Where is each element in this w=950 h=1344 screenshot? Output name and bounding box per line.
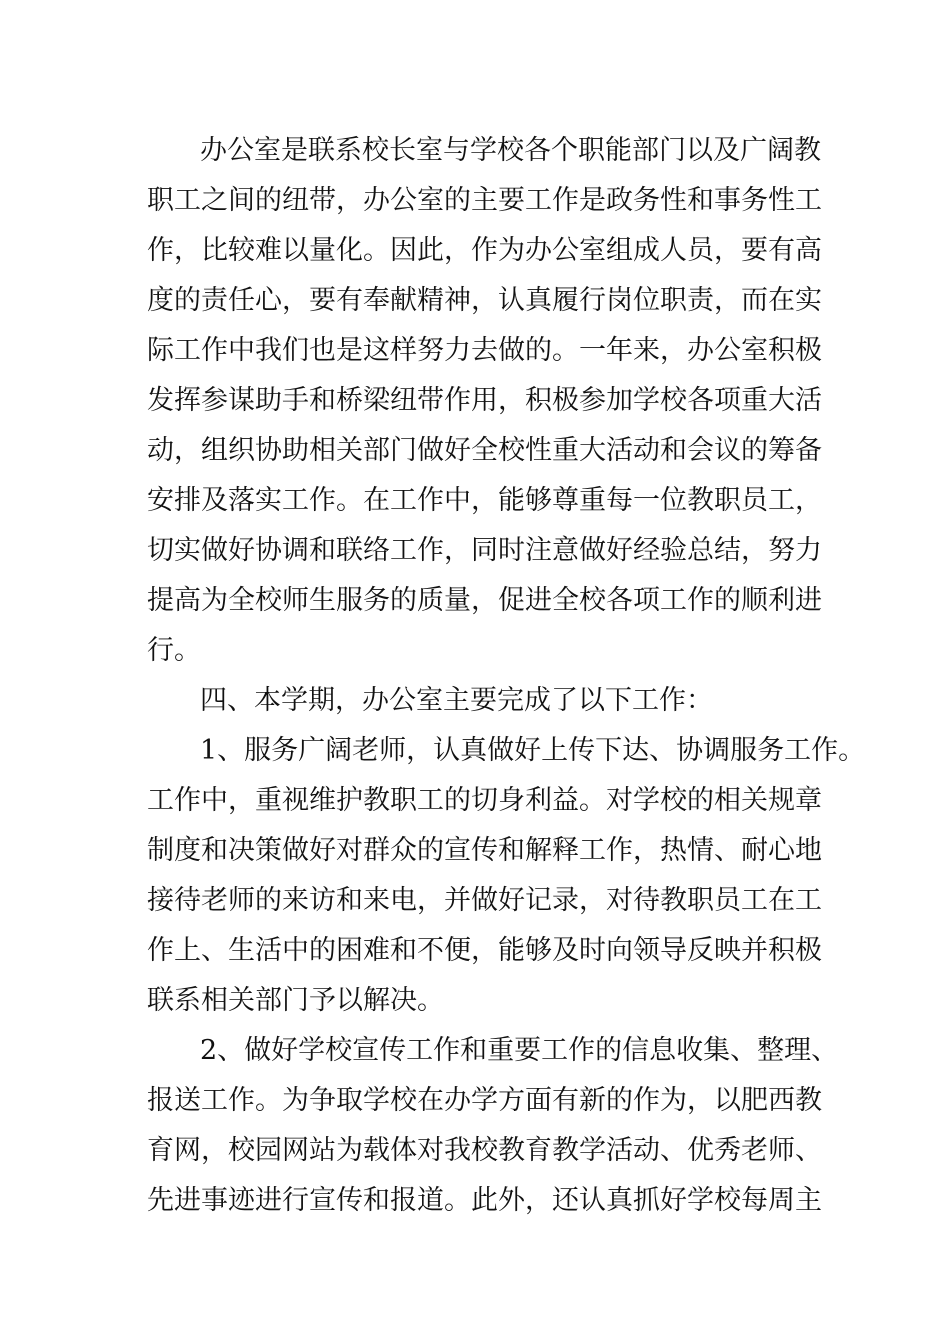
item-2-line-2: 报送工作。为争取学校在办学方面有新的作为，以肥西教 [147,1085,822,1116]
paragraph-1-line-7: 动，组织协助相关部门做好全校性重大活动和会议的筹备 [147,435,822,466]
section-heading-4: 四、本学期，办公室主要完成了以下工作： [200,685,713,716]
paragraph-1-line-9: 切实做好协调和联络工作，同时注意做好经验总结，努力 [147,535,822,566]
paragraph-1-line-4: 度的责任心，要有奉献精神，认真履行岗位职责，而在实 [147,285,822,316]
paragraph-1-line-5: 际工作中我们也是这样努力去做的。一年来，办公室积极 [147,335,822,366]
item-2-line-4: 先进事迹进行宣传和报道。此外，还认真抓好学校每周主 [147,1185,822,1216]
item-1-line-3: 制度和决策做好对群众的宣传和解释工作，热情、耐心地 [147,835,822,866]
item-1-line-1: 1、服务广阔老师，认真做好上传下达、协调服务工作。 [200,735,866,766]
paragraph-1-line-1: 办公室是联系校长室与学校各个职能部门以及广阔教 [200,135,821,166]
paragraph-1-line-11: 行。 [147,635,201,666]
paragraph-1-line-8: 安排及落实工作。在工作中，能够尊重每一位教职员工， [147,485,822,516]
paragraph-1-line-6: 发挥参谋助手和桥梁纽带作用，积极参加学校各项重大活 [147,385,822,416]
paragraph-1-line-10: 提高为全校师生服务的质量，促进全校各项工作的顺利进 [147,585,822,616]
item-1-line-4: 接待老师的来访和来电，并做好记录，对待教职员工在工 [147,885,822,916]
item-1-line-5: 作上、生活中的困难和不便，能够及时向领导反映并积极 [147,935,822,966]
item-1-line-2: 工作中，重视维护教职工的切身利益。对学校的相关规章 [147,785,822,816]
item-1-line-6: 联系相关部门予以解决。 [147,985,444,1016]
item-2-line-3: 育网，校园网站为载体对我校教育教学活动、优秀老师、 [147,1135,822,1166]
item-2-line-1: 2、做好学校宣传工作和重要工作的信息收集、整理、 [200,1035,839,1066]
paragraph-1-line-3: 作，比较难以量化。因此，作为办公室组成人员，要有高 [147,235,822,266]
paragraph-1-line-2: 职工之间的纽带，办公室的主要工作是政务性和事务性工 [147,185,822,216]
